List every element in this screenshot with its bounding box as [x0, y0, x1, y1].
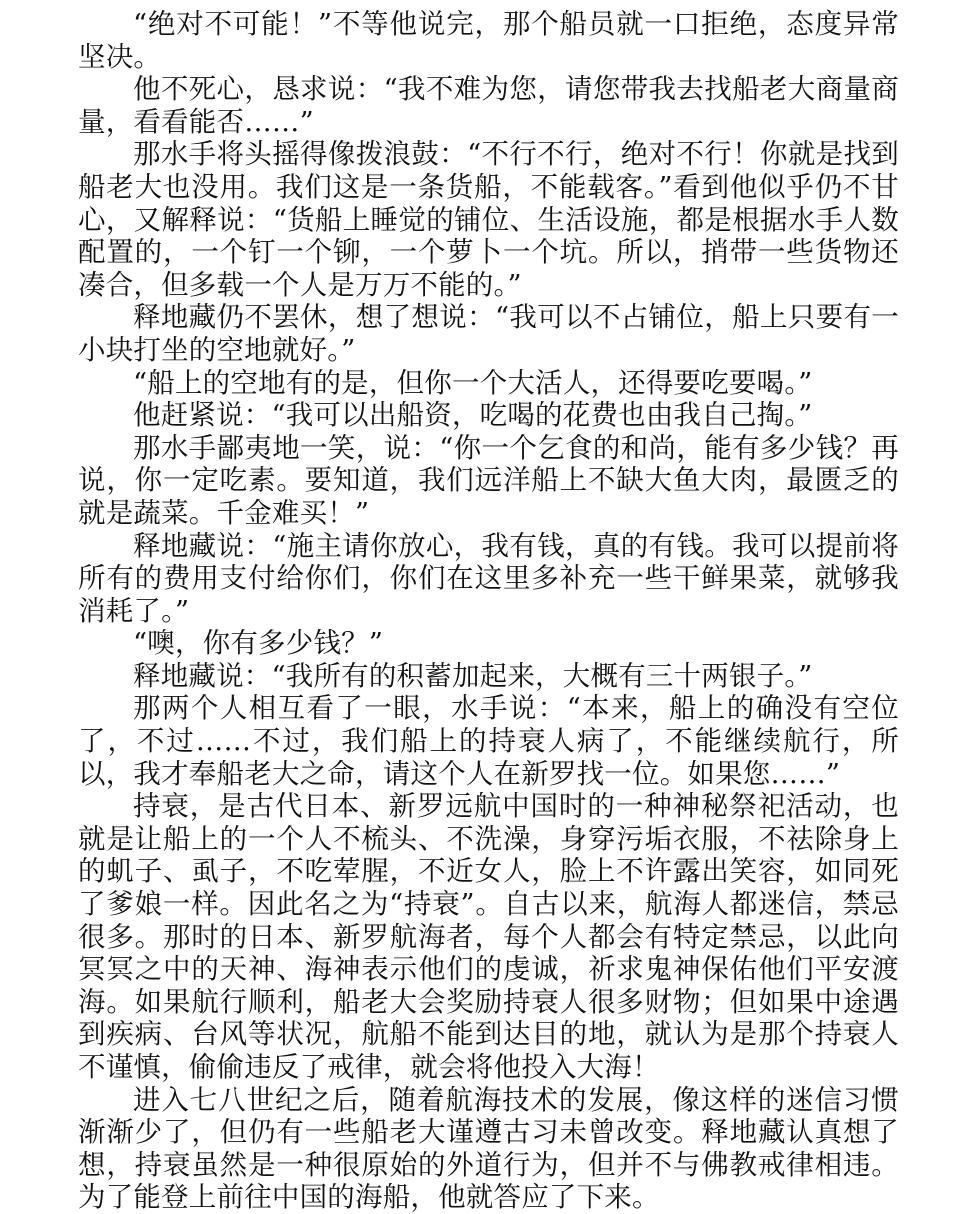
paragraph-3: 那水手将头摇得像拨浪鼓：“不行不行，绝对不行！你就是找到船老大也没用。我们这是一条货船，不能载客。”看到他似乎仍不甘心，又解释说：“货船上睡觉的铺位、生活设施，都是根据水手人数配置的，一个钉一个铆，一个萝卜一个坑。所以，捎带一些货物还凑合，但多载一个人是万万不能的。”	[78, 138, 899, 301]
paragraph-12: 持衰，是古代日本、新罗远航中国时的一种神秘祭祀活动，也就是让船上的一个人不梳头、不洗澡，身穿污垢衣服，不祛除身上的虮子、虱子，不吃荤腥，不近女人，脸上不许露出笑容，如同死了爹娘一样。因此名之为“持衰”。自古以来，航海人都迷信，禁忌很多。那时的日本、新罗航海者，每个人都会有特定禁忌，以此向冥冥之中的天神、海神表示他们的虔诚，祈求鬼神保佑他们平安渡海。如果航行顺利，船老大会奖励持衰人很多财物；但如果中途遇到疾病、台风等状况，航船不能到达目的地，就认为是那个持衰人不谨慎，偷偷违反了戒律，就会将他投入大海！	[78, 790, 899, 1083]
paragraph-5: “船上的空地有的是，但你一个大活人，还得要吃要喝。”	[133, 366, 813, 399]
paragraph-10: 释地藏说：“我所有的积蓄加起来，大概有三十两银子。”	[133, 659, 813, 692]
paragraph-2: 他不死心，恳求说：“我不难为您，请您带我去找船老大商量商量，看看能否……”	[78, 73, 899, 138]
paragraph-4: 释地藏仍不罢休，想了想说：“我可以不占铺位，船上只要有一小块打坐的空地就好。”	[78, 301, 899, 366]
paragraph-11: 那两个人相互看了一眼，水手说：“本来，船上的确没有空位了，不过……不过，我们船上的持衰人病了，不能继续航行，所以，我才奉船老大之命，请这个人在新罗找一位。如果您……”	[78, 692, 899, 790]
paragraph-6: 他赶紧说：“我可以出船资，吃喝的花费也由我自己掏。”	[133, 399, 813, 432]
paragraph-1: “绝对不可能！”不等他说完，那个船员就一口拒绝，态度异常坚决。	[78, 8, 899, 73]
paragraph-13: 进入七八世纪之后，随着航海技术的发展，像这样的迷信习惯渐渐少了，但仍有一些船老大谨遵古习未曾改变。释地藏认真想了想，持衰虽然是一种很原始的外道行为，但并不与佛教戒律相违。为了能登上前往中国的海船，他就答应了下来。	[78, 1083, 899, 1214]
paragraph-8: 释地藏说：“施主请你放心，我有钱，真的有钱。我可以提前将所有的费用支付给你们，你们在这里多补充一些干鲜果菜，就够我消耗了。”	[78, 529, 899, 627]
paragraph-7: 那水手鄙夷地一笑，说：“你一个乞食的和尚，能有多少钱？再说，你一定吃素。要知道，我们远洋船上不缺大鱼大肉，最匮乏的就是蔬菜。千金难买！”	[78, 431, 899, 529]
paragraph-9: “噢，你有多少钱？”	[133, 627, 384, 660]
